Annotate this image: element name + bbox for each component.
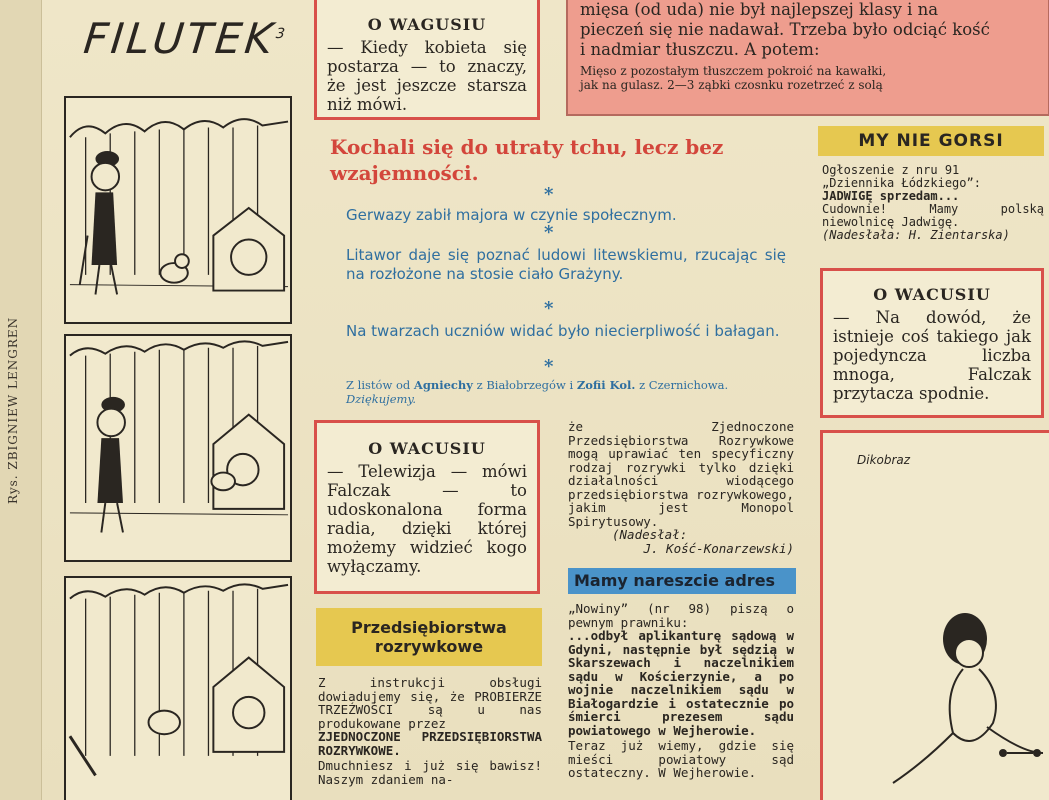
dikobraz-drawing	[883, 603, 1049, 800]
recipe-small-1: Mięso z pozostałym tłuszczem pokroić na kawałki,	[580, 64, 887, 78]
my-nie-gorsi-text: Ogłoszenie z nru 91 „Dziennika Łódzkiego”: JADWIGĘ sprzedam... Cudownie! Mamy polską niewolnicę Jadwigę. (Nadesłała: H. Zientarska)	[822, 163, 1044, 242]
box-o-wagusiu-body: — Kiedy kobieta się postarza — to znaczy, że jest jeszcze starsza niż mówi.	[327, 38, 527, 114]
box-o-wacusiu-right-title: O WACUSIU	[873, 285, 991, 304]
comic-panel-3-drawing	[66, 578, 290, 800]
recipe-line-3: i nadmiar tłuszczu. A potem:	[580, 40, 820, 59]
box-o-wagusiu-title: O WAGUSIU	[367, 15, 487, 34]
dikobraz-source: Dikobraz	[857, 453, 911, 467]
recipe-box	[566, 0, 1049, 116]
headline: Kochali się do utraty tchu, lecz bez wzajemności.	[330, 135, 724, 185]
my-nie-gorsi-header: MY NIE GORSI	[818, 126, 1044, 156]
przedsiebiorstwa-text: Z instrukcji obsługi dowiadujemy się, że PROBIERZE TRZEŹWOŚCI są u nas produkowane przez ZJEDNOCZONE PRZEDSIĘBIORSTWA ROZRYWKOWE. Dmuchniesz i już się bawisz! Naszym zdaniem na-	[318, 675, 542, 787]
adres-header: Mamy nareszcie adres	[568, 568, 796, 594]
quip-1: Gerwazy zabił majora w czynie społecznym.	[346, 206, 677, 224]
comic-title: FILUTEK$^3$	[81, 14, 289, 63]
comic-panel-2-drawing	[66, 336, 290, 560]
comic-strip	[62, 0, 294, 800]
dikobraz-cartoon	[820, 430, 1049, 800]
separator-star-2: *	[544, 222, 554, 243]
recipe-small-2: jak na gulasz. 2—3 ząbki czosnku rozetrzeć z solą	[580, 78, 883, 92]
przedsiebiorstwa-header: Przedsiębiorstwa rozrywkowe	[316, 608, 542, 666]
recipe-line-1: mięsa (od uda) nie był najlepszej klasy i na	[580, 0, 939, 19]
box-o-wacusiu-left-body: — Telewizja — mówi Falczak — to udoskonalona forma radia, dzięki której możemy widzieć kogo wyłączamy.	[327, 462, 527, 576]
box-o-wacusiu-right	[820, 268, 1044, 418]
separator-star-3: *	[544, 298, 554, 319]
page-margin	[0, 0, 42, 800]
quip-3: Na twarzach uczniów widać było niecierpliwość i bałagan.	[346, 322, 780, 340]
separator-star-1: *	[544, 184, 554, 205]
zjednoczone-continuation: że Zjednoczone Przedsiębiorstwa Rozrywkowe mogą uprawiać ten specyficzny rodzaj rozrywki tylko dzięki działalności wiodącego przedsiębiorstwa rozrywkowego, jakim jest Monopol Spirytusowy. (Nadesłał: J. Kość-Konarzewski)	[568, 419, 794, 556]
box-o-wacusiu-left	[314, 420, 540, 594]
quip-2: Litawor daje się poznać ludowi litewskiemu, rzucając się na rozłożone na stosie ciało Grażyny.	[346, 246, 786, 283]
letters-credit: Z listów od Agniechy z Białobrzegów i Zofii Kol. z Czernichowa. Dziękujemy.	[346, 378, 729, 406]
comic-panel-2	[64, 334, 292, 562]
separator-star-4: *	[544, 356, 554, 377]
box-o-wacusiu-left-title: O WACUSIU	[368, 439, 486, 458]
comic-panel-1	[64, 96, 292, 324]
box-o-wacusiu-right-body: — Na dowód, że istnieje coś takiego jak pojedyncza liczba mnoga, Falczak przytacza spodnie.	[833, 308, 1031, 403]
adres-text: „Nowiny” (nr 98) piszą o pewnym prawniku: ...odbył aplikanturę sądową w Gdyni, następnie był sędzią w Skarszewach i naczelnikiem sądu w Kościerzynie, a po wojnie naczelnikiem sądu w Białogardzie i ostatecznie po śmierci prezesem sądu powiatowego w Wejherowie. Teraz już wiemy, gdzie się mieści powiatowy sąd ostateczny. W Wejherowie.	[568, 601, 794, 780]
illustrator-credit: Rys. ZBIGNIEW LENGREN	[6, 316, 20, 504]
recipe-line-2: pieczeń się nie nadawał. Trzeba było odciąć kość	[580, 20, 990, 39]
comic-panel-1-drawing	[66, 98, 290, 322]
comic-panel-3	[64, 576, 292, 800]
box-o-wagusiu	[314, 0, 540, 120]
